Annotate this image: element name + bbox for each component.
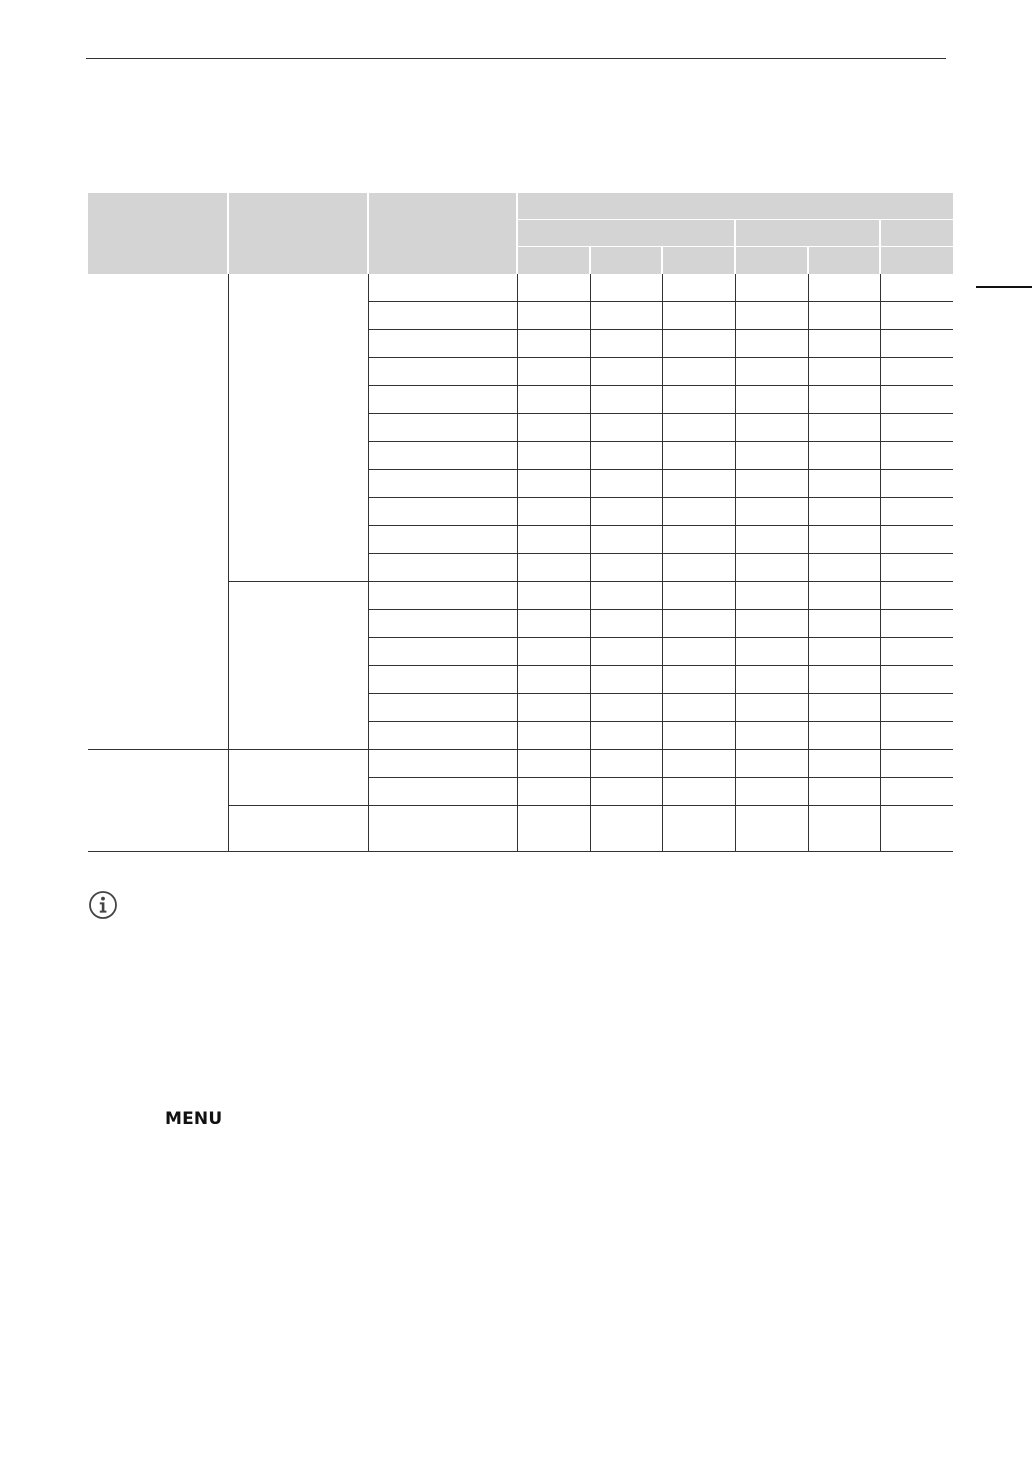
table-cell — [808, 582, 880, 610]
table-cell — [590, 442, 662, 470]
table-cell — [368, 498, 517, 526]
table-cell — [735, 722, 808, 750]
table-cell — [517, 414, 590, 442]
table-cell — [368, 470, 517, 498]
chapter-tab-marker — [976, 286, 1032, 288]
table-cell — [590, 274, 662, 302]
table-cell — [590, 750, 662, 778]
table-cell — [228, 806, 368, 852]
table-cell — [662, 498, 735, 526]
table-cell — [517, 554, 590, 582]
table-cell — [808, 358, 880, 386]
table-cell — [662, 414, 735, 442]
table-cell — [590, 302, 662, 330]
table-cell — [735, 414, 808, 442]
table-cell — [368, 666, 517, 694]
table-cell — [590, 694, 662, 722]
table-cell — [517, 526, 590, 554]
table-cell — [662, 694, 735, 722]
table-cell — [808, 302, 880, 330]
table-cell — [662, 526, 735, 554]
table-cell — [808, 750, 880, 778]
table-cell — [590, 470, 662, 498]
table-cell — [662, 274, 735, 302]
group-cell-level-2 — [228, 274, 368, 582]
table-cell — [662, 302, 735, 330]
table-cell — [880, 666, 953, 694]
table-cell — [808, 274, 880, 302]
table-row — [88, 274, 953, 302]
table-cell — [590, 582, 662, 610]
table-cell — [880, 470, 953, 498]
table-cell — [662, 330, 735, 358]
table-cell — [517, 722, 590, 750]
table-cell — [880, 498, 953, 526]
table-cell — [735, 694, 808, 722]
table-row — [88, 750, 953, 778]
table-cell — [735, 554, 808, 582]
table-cell — [735, 302, 808, 330]
table-cell — [662, 638, 735, 666]
table-cell — [590, 722, 662, 750]
table-cell — [590, 638, 662, 666]
table-header — [88, 193, 953, 274]
table-cell — [517, 274, 590, 302]
table-cell — [808, 414, 880, 442]
table-cell — [590, 778, 662, 806]
table-cell — [880, 526, 953, 554]
table-body — [88, 274, 953, 852]
table-cell — [808, 498, 880, 526]
table-cell — [590, 806, 662, 852]
table-cell — [808, 666, 880, 694]
page-header-rule — [86, 58, 946, 59]
table-cell — [735, 806, 808, 852]
table-cell — [368, 722, 517, 750]
table-cell — [735, 386, 808, 414]
table-cell — [880, 778, 953, 806]
table-cell — [590, 330, 662, 358]
table-cell — [880, 582, 953, 610]
table-cell — [368, 750, 517, 778]
table-cell — [368, 610, 517, 638]
table-cell — [368, 358, 517, 386]
menu-button-glyph: MENU — [165, 1109, 223, 1129]
table-cell — [517, 358, 590, 386]
table-cell — [735, 358, 808, 386]
table-cell — [735, 330, 808, 358]
table-cell — [880, 554, 953, 582]
table-cell — [880, 274, 953, 302]
table-cell — [368, 274, 517, 302]
table-cell — [517, 694, 590, 722]
header-group-top — [517, 193, 953, 220]
table-cell — [808, 806, 880, 852]
table-cell — [808, 526, 880, 554]
table-cell — [662, 582, 735, 610]
table-cell — [517, 302, 590, 330]
table-cell — [735, 274, 808, 302]
header-col-3 — [368, 193, 517, 274]
table-cell — [880, 330, 953, 358]
table-cell — [808, 330, 880, 358]
table-cell — [808, 442, 880, 470]
table-cell — [735, 442, 808, 470]
table-cell — [590, 554, 662, 582]
header-sub-col — [735, 247, 808, 275]
table-cell — [517, 806, 590, 852]
group-cell-level-2 — [228, 750, 368, 806]
table-cell — [517, 778, 590, 806]
table-cell — [517, 610, 590, 638]
table-cell — [590, 358, 662, 386]
table-cell — [808, 694, 880, 722]
table-cell — [808, 610, 880, 638]
table-cell — [517, 582, 590, 610]
table-cell — [590, 386, 662, 414]
table-cell — [735, 750, 808, 778]
table-cell — [368, 554, 517, 582]
table-cell — [735, 638, 808, 666]
table-cell — [808, 386, 880, 414]
table-cell — [662, 778, 735, 806]
table-cell — [662, 554, 735, 582]
group-cell-level-1 — [88, 750, 228, 852]
table-cell — [735, 610, 808, 638]
table-cell — [368, 526, 517, 554]
header-sub-col — [517, 247, 590, 275]
header-subgroup-b — [735, 220, 880, 247]
header-subgroup-a — [517, 220, 735, 247]
table-cell — [368, 414, 517, 442]
table-cell — [880, 694, 953, 722]
table-cell — [735, 470, 808, 498]
table-cell — [517, 638, 590, 666]
table-cell — [880, 750, 953, 778]
group-cell-level-1 — [88, 274, 228, 750]
header-sub-col — [880, 247, 953, 275]
table-cell — [368, 330, 517, 358]
table-cell — [368, 638, 517, 666]
table-cell — [808, 554, 880, 582]
group-cell-level-2 — [228, 582, 368, 750]
table-cell — [662, 722, 735, 750]
table-cell — [735, 526, 808, 554]
table-cell — [368, 386, 517, 414]
table-cell — [590, 414, 662, 442]
table-cell — [735, 582, 808, 610]
table-cell — [590, 526, 662, 554]
data-table — [88, 193, 953, 852]
table-cell — [517, 498, 590, 526]
table-cell — [662, 358, 735, 386]
table-cell — [662, 442, 735, 470]
table-cell — [880, 414, 953, 442]
table-cell — [880, 610, 953, 638]
table-cell — [735, 778, 808, 806]
header-sub-col — [590, 247, 662, 275]
info-icon — [88, 890, 118, 920]
table-cell — [662, 750, 735, 778]
table-cell — [735, 666, 808, 694]
table-cell — [368, 778, 517, 806]
table-cell — [662, 610, 735, 638]
table-cell — [808, 722, 880, 750]
table-cell — [368, 806, 517, 852]
table-cell — [517, 386, 590, 414]
table-cell — [880, 386, 953, 414]
table-cell — [368, 302, 517, 330]
table-cell — [662, 386, 735, 414]
table-cell — [517, 666, 590, 694]
table-cell — [517, 442, 590, 470]
header-col-1 — [88, 193, 228, 274]
table-cell — [662, 470, 735, 498]
header-sub-col — [808, 247, 880, 275]
table-cell — [880, 722, 953, 750]
table-cell — [880, 442, 953, 470]
table-cell — [368, 442, 517, 470]
table-cell — [808, 470, 880, 498]
table-cell — [368, 694, 517, 722]
table-cell — [517, 330, 590, 358]
table-cell — [590, 610, 662, 638]
table-cell — [590, 498, 662, 526]
header-sub-col — [662, 247, 735, 275]
table-cell — [880, 302, 953, 330]
table-cell — [517, 470, 590, 498]
table-cell — [735, 498, 808, 526]
table-cell — [880, 806, 953, 852]
table-cell — [880, 358, 953, 386]
header-subgroup-c — [880, 220, 953, 247]
table-cell — [590, 666, 662, 694]
table-cell — [662, 666, 735, 694]
table-cell — [808, 638, 880, 666]
table-cell — [517, 750, 590, 778]
table-cell — [880, 638, 953, 666]
table-cell — [662, 806, 735, 852]
table-cell — [808, 778, 880, 806]
table-cell — [368, 582, 517, 610]
header-col-2 — [228, 193, 368, 274]
